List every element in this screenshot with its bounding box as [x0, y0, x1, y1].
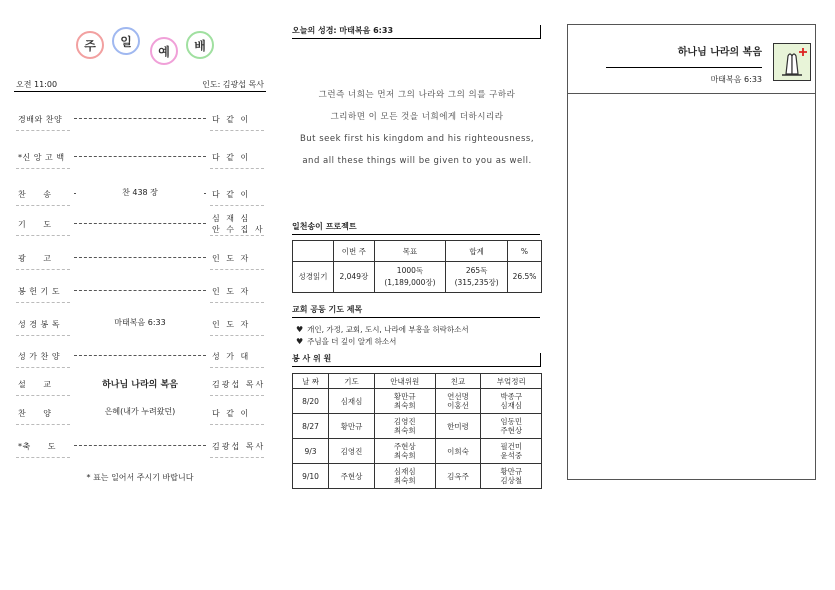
- order-name: 경배와 찬양: [18, 115, 63, 124]
- cover-panel: [567, 24, 816, 480]
- project-cell: 2,049장: [334, 262, 375, 293]
- service-time: 오전 11:00: [16, 80, 58, 89]
- service-cell: 심재심: [329, 389, 375, 414]
- sub-line: [16, 424, 70, 425]
- prayer-item-1: ♥ 개인, 가정, 교회, 도시, 나라에 부흥을 허락하소서: [296, 325, 469, 334]
- heart-icon: ♥: [296, 337, 304, 346]
- title-char-1: 주: [76, 31, 104, 59]
- service-cell: 연선명 이홍선: [435, 389, 481, 414]
- project-header-cell: %: [508, 241, 542, 262]
- order-name: 찬 양: [18, 409, 52, 418]
- sub-line: [16, 130, 70, 131]
- order-row: [14, 315, 266, 341]
- panel-divider: [568, 93, 815, 94]
- order-name: 성 가 찬 양: [18, 352, 61, 361]
- sub-line: [16, 395, 70, 396]
- order-name: 성 경 봉 독: [18, 320, 61, 329]
- service-row: [293, 414, 542, 439]
- sub-line: [210, 130, 264, 131]
- order-row: [14, 282, 266, 308]
- prayer-item-2: ♥ 주님을 더 깊이 알게 하소서: [296, 337, 397, 346]
- sub-line: [210, 269, 264, 270]
- order-name: 설 교: [18, 380, 52, 389]
- service-info: [14, 79, 266, 92]
- project-heading: 일천송이 프로젝트: [292, 221, 540, 235]
- order-row: [14, 249, 266, 275]
- order-person: 다 같 이: [212, 409, 251, 418]
- order-row: [14, 110, 266, 136]
- sub-line: [210, 205, 264, 206]
- heart-icon: ♥: [296, 325, 304, 334]
- service-cell: 한미령: [435, 414, 481, 439]
- order-person: 김광섭 목사: [212, 442, 266, 451]
- sub-line: [210, 457, 264, 458]
- dashed-leader: [74, 355, 206, 356]
- order-name: 기 도: [18, 220, 52, 229]
- service-cell: 8/27: [293, 414, 329, 439]
- sub-line: [210, 302, 264, 303]
- order-name: 봉 헌 기 도: [18, 287, 61, 296]
- order-person: 김광섭 목사: [212, 380, 266, 389]
- service-header-cell: 안내위원: [375, 374, 436, 389]
- service-cell: 주현상: [329, 464, 375, 489]
- order-name: *축 도: [18, 442, 56, 451]
- service-cell: 주현상 최숙희: [375, 439, 436, 464]
- service-row: [293, 439, 542, 464]
- service-cell: 필건미 윤석중: [481, 439, 542, 464]
- sub-line: [16, 235, 70, 236]
- sub-line: [16, 335, 70, 336]
- sub-line: [16, 457, 70, 458]
- title-char-2: 일: [112, 27, 140, 55]
- order-person: 심 재 심 안 수 집 사: [212, 214, 265, 234]
- service-cell: 황만규: [329, 414, 375, 439]
- order-name: *신 앙 고 백: [18, 153, 65, 162]
- order-row: [14, 375, 266, 401]
- service-cell: 황만규 김상철: [481, 464, 542, 489]
- sermon-title: 하나님 나라의 복음: [677, 47, 762, 58]
- service-cell: 임동민 주현상: [481, 414, 542, 439]
- project-header-cell: 목표: [374, 241, 446, 262]
- praying-hands-icon: [773, 43, 811, 81]
- service-header-cell: 부엌정리: [481, 374, 542, 389]
- service-cell: 8/20: [293, 389, 329, 414]
- project-header-cell: 이번 주: [334, 241, 375, 262]
- sub-line: [210, 424, 264, 425]
- service-row: [293, 389, 542, 414]
- order-person: 인 도 자: [212, 287, 251, 296]
- dashed-leader: [74, 257, 206, 258]
- service-heading: 봉 사 위 원: [292, 353, 541, 367]
- service-header-cell: 친교: [435, 374, 481, 389]
- sub-line: [210, 168, 264, 169]
- service-cell: 김영진: [329, 439, 375, 464]
- order-name: 광 고: [18, 254, 52, 263]
- project-cell: 1000독 (1,189,000장): [374, 262, 446, 293]
- order-person: 인 도 자: [212, 320, 251, 329]
- order-content: 은혜(내가 누려왔던): [76, 406, 204, 417]
- project-table: [292, 240, 542, 293]
- service-cell: 황만규 최숙희: [375, 389, 436, 414]
- service-leader: 인도: 김광섭 목사: [202, 80, 264, 89]
- order-content: 찬 438 장: [76, 187, 204, 198]
- sub-line: [210, 235, 264, 236]
- service-cell: 심재심 최숙희: [375, 464, 436, 489]
- verse-heading: 오늘의 성경: 마태복음 6:33: [292, 25, 541, 39]
- order-row: [14, 185, 266, 211]
- sub-line: [210, 335, 264, 336]
- sermon-reference: 마태복음 6:33: [710, 75, 762, 84]
- service-cell: 9/3: [293, 439, 329, 464]
- verse-line-4: and all these things will be given to you as well.: [302, 156, 532, 166]
- service-table: [292, 373, 542, 489]
- order-person: 다 같 이: [212, 115, 251, 124]
- service-row: [293, 464, 542, 489]
- project-cell: 26.5%: [508, 262, 542, 293]
- footnote: * 표는 일어서 주시기 바랍니다: [86, 473, 194, 482]
- dashed-leader: [74, 445, 206, 446]
- service-cell: 김옥주: [435, 464, 481, 489]
- project-header-cell: [293, 241, 334, 262]
- verse-line-1: 그런즉 너희는 먼저 그의 나라와 그의 의를 구하라: [318, 90, 516, 100]
- sub-line: [16, 168, 70, 169]
- verse-line-2: 그리하면 이 모든 것을 너희에게 더하시리라: [330, 112, 504, 122]
- sub-line: [16, 302, 70, 303]
- order-row: [14, 437, 266, 463]
- order-content: 하나님 나라의 복음: [76, 377, 204, 390]
- order-person: 다 같 이: [212, 153, 251, 162]
- sub-line: [210, 395, 264, 396]
- title-char-4: 배: [186, 31, 214, 59]
- title-divider: [606, 67, 762, 68]
- service-cell: 김영진 최숙희: [375, 414, 436, 439]
- sub-line: [210, 367, 264, 368]
- service-cell: 9/10: [293, 464, 329, 489]
- sub-line: [16, 269, 70, 270]
- prayer-heading: 교회 공동 기도 제목: [292, 304, 540, 318]
- service-header-cell: 기도: [329, 374, 375, 389]
- order-content: 마태복음 6:33: [76, 317, 204, 328]
- project-cell: 성경읽기: [293, 262, 334, 293]
- service-cell: 이희숙: [435, 439, 481, 464]
- sub-line: [16, 205, 70, 206]
- order-name: 찬 송: [18, 190, 52, 199]
- project-cell: 265독 (315,235장): [446, 262, 508, 293]
- order-row: [14, 404, 266, 430]
- dashed-leader: [74, 290, 206, 291]
- service-header-cell: 날 짜: [293, 374, 329, 389]
- order-row: [14, 215, 266, 241]
- service-cell: 박종구 심재심: [481, 389, 542, 414]
- order-person: 다 같 이: [212, 190, 251, 199]
- dashed-leader: [74, 118, 206, 119]
- worship-title: [72, 27, 222, 65]
- order-person: 성 가 대: [212, 352, 251, 361]
- order-row: [14, 347, 266, 373]
- dashed-leader: [74, 223, 206, 224]
- order-person: 인 도 자: [212, 254, 251, 263]
- verse-line-3: But seek first his kingdom and his righteousness,: [299, 134, 535, 144]
- dashed-leader: [74, 156, 206, 157]
- sub-line: [16, 367, 70, 368]
- project-header-cell: 합계: [446, 241, 508, 262]
- order-row: [14, 148, 266, 174]
- title-char-3: 예: [150, 37, 178, 65]
